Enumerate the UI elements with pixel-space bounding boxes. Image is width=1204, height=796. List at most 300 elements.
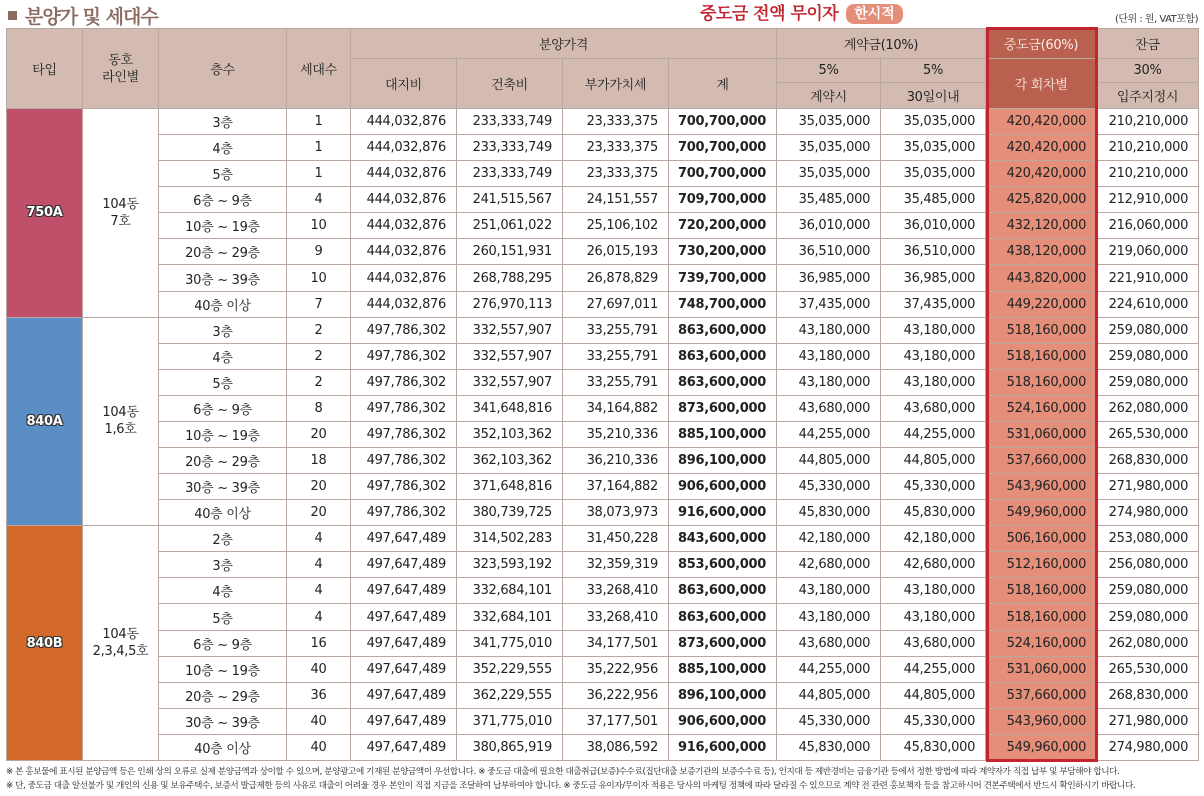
- vat-cell: 26,878,829: [563, 265, 669, 291]
- balance-cell: 224,610,000: [1097, 291, 1199, 317]
- deposit2-cell: 35,485,000: [881, 187, 986, 213]
- header-dong: 동호 라인별: [83, 29, 159, 109]
- total-cell: 700,700,000: [669, 161, 777, 187]
- balance-cell: 216,060,000: [1097, 213, 1199, 239]
- table-row: [7, 604, 1199, 630]
- middle-cell: 420,420,000: [986, 161, 1097, 187]
- total-cell: 906,600,000: [669, 474, 777, 500]
- deposit1-cell: 36,010,000: [777, 213, 881, 239]
- units-cell: 4: [287, 526, 351, 552]
- balance-cell: 259,080,000: [1097, 578, 1199, 604]
- units-cell: 9: [287, 239, 351, 265]
- deposit2-cell: 45,330,000: [881, 474, 986, 500]
- deposit1-cell: 44,255,000: [777, 421, 881, 447]
- table-row: [7, 239, 1199, 265]
- units-cell: 40: [287, 656, 351, 682]
- total-cell: 709,700,000: [669, 187, 777, 213]
- floor-cell: 20층 ~ 29층: [159, 682, 287, 708]
- balance-cell: 268,830,000: [1097, 448, 1199, 474]
- total-cell: 916,600,000: [669, 734, 777, 760]
- deposit2-cell: 43,680,000: [881, 395, 986, 421]
- deposit1-cell: 45,830,000: [777, 500, 881, 526]
- dong-cell: 104동 7호: [83, 109, 159, 318]
- header-vat: 부가가치세: [563, 59, 669, 109]
- total-cell: 885,100,000: [669, 656, 777, 682]
- land-cell: 497,647,489: [351, 682, 457, 708]
- vat-cell: 36,210,336: [563, 448, 669, 474]
- land-cell: 444,032,876: [351, 161, 457, 187]
- total-cell: 896,100,000: [669, 448, 777, 474]
- vat-cell: 25,106,102: [563, 213, 669, 239]
- header-balance: 잔금: [1097, 29, 1199, 59]
- deposit1-cell: 43,180,000: [777, 369, 881, 395]
- building-cell: 341,648,816: [457, 395, 563, 421]
- floor-cell: 4층: [159, 578, 287, 604]
- deposit2-cell: 43,180,000: [881, 317, 986, 343]
- middle-cell: 518,160,000: [986, 369, 1097, 395]
- vat-cell: 26,015,193: [563, 239, 669, 265]
- land-cell: 444,032,876: [351, 135, 457, 161]
- units-cell: 4: [287, 187, 351, 213]
- vat-cell: 23,333,375: [563, 109, 669, 135]
- total-cell: 916,600,000: [669, 500, 777, 526]
- middle-cell: 531,060,000: [986, 421, 1097, 447]
- deposit2-cell: 36,510,000: [881, 239, 986, 265]
- building-cell: 276,970,113: [457, 291, 563, 317]
- land-cell: 444,032,876: [351, 239, 457, 265]
- floor-cell: 4층: [159, 135, 287, 161]
- middle-cell: 524,160,000: [986, 630, 1097, 656]
- vat-cell: 35,210,336: [563, 421, 669, 447]
- header-building: 건축비: [457, 59, 563, 109]
- building-cell: 260,151,931: [457, 239, 563, 265]
- interest-free-promo: [700, 3, 903, 25]
- balance-cell: 210,210,000: [1097, 109, 1199, 135]
- table-row: [7, 656, 1199, 682]
- floor-cell: 10층 ~ 19층: [159, 213, 287, 239]
- building-cell: 241,515,567: [457, 187, 563, 213]
- balance-cell: 271,980,000: [1097, 708, 1199, 734]
- deposit1-cell: 42,680,000: [777, 552, 881, 578]
- total-cell: 863,600,000: [669, 604, 777, 630]
- land-cell: 497,647,489: [351, 708, 457, 734]
- balance-cell: 259,080,000: [1097, 604, 1199, 630]
- table-row: [7, 526, 1199, 552]
- floor-cell: 3층: [159, 552, 287, 578]
- table-row: [7, 630, 1199, 656]
- deposit2-cell: 42,180,000: [881, 526, 986, 552]
- balance-cell: 265,530,000: [1097, 656, 1199, 682]
- unit-note: (단위 : 원, VAT포함): [1114, 14, 1198, 25]
- deposit1-cell: 43,180,000: [777, 578, 881, 604]
- header-middle: 중도금(60%): [986, 29, 1097, 59]
- total-cell: 896,100,000: [669, 682, 777, 708]
- land-cell: 497,647,489: [351, 630, 457, 656]
- vat-cell: 33,268,410: [563, 578, 669, 604]
- deposit1-cell: 43,680,000: [777, 630, 881, 656]
- floor-cell: 30층 ~ 39층: [159, 265, 287, 291]
- vat-cell: 36,222,956: [563, 682, 669, 708]
- balance-cell: 210,210,000: [1097, 135, 1199, 161]
- middle-cell: 537,660,000: [986, 682, 1097, 708]
- vat-cell: 33,255,791: [563, 369, 669, 395]
- table-row: [7, 500, 1199, 526]
- floor-cell: 5층: [159, 369, 287, 395]
- building-cell: 251,061,022: [457, 213, 563, 239]
- units-cell: 2: [287, 343, 351, 369]
- header-units: 세대수: [287, 29, 351, 109]
- table-row: [7, 578, 1199, 604]
- total-cell: 843,600,000: [669, 526, 777, 552]
- middle-cell: 443,820,000: [986, 265, 1097, 291]
- footnotes: [6, 765, 1135, 793]
- total-cell: 748,700,000: [669, 291, 777, 317]
- middle-cell: 425,820,000: [986, 187, 1097, 213]
- building-cell: 323,593,192: [457, 552, 563, 578]
- units-cell: 40: [287, 708, 351, 734]
- deposit2-cell: 45,830,000: [881, 734, 986, 760]
- floor-cell: 30층 ~ 39층: [159, 708, 287, 734]
- balance-cell: 265,530,000: [1097, 421, 1199, 447]
- middle-cell: 518,160,000: [986, 317, 1097, 343]
- deposit2-cell: 36,010,000: [881, 213, 986, 239]
- building-cell: 233,333,749: [457, 109, 563, 135]
- table-row: [7, 474, 1199, 500]
- header-dep2-when: 30일이내: [881, 83, 986, 109]
- land-cell: 444,032,876: [351, 291, 457, 317]
- header-dep1-pct: 5%: [777, 59, 881, 83]
- section-title: [8, 2, 158, 29]
- table-row: [7, 421, 1199, 447]
- middle-cell: 518,160,000: [986, 604, 1097, 630]
- building-cell: 362,229,555: [457, 682, 563, 708]
- deposit1-cell: 45,330,000: [777, 474, 881, 500]
- table-row: [7, 734, 1199, 760]
- land-cell: 444,032,876: [351, 187, 457, 213]
- footnote: ※ 단, 중도금 대출 알선불가 및 개인의 신용 및 보유주택수, 보증서 발급제한 등의 사유로 대출이 어려울 경우 본인이 직접 지금을 조달하여 납부하여야 합니다. ※ 중도금 유이자/무이자 적용은 당사의 마케팅 정책에 따라 달라질 수 있으므로 계약 전 관련 홍보책자 등을 참고하시어 견본주택에서 반드시 확인하시기 바랍니다.: [6, 781, 1136, 791]
- vat-cell: 34,177,501: [563, 630, 669, 656]
- floor-cell: 2층: [159, 526, 287, 552]
- floor-cell: 10층 ~ 19층: [159, 421, 287, 447]
- table-row: [7, 291, 1199, 317]
- land-cell: 497,786,302: [351, 395, 457, 421]
- deposit1-cell: 44,255,000: [777, 656, 881, 682]
- table-row: [7, 708, 1199, 734]
- total-cell: 885,100,000: [669, 421, 777, 447]
- building-cell: 380,865,919: [457, 734, 563, 760]
- type-cell: 750A: [7, 109, 83, 318]
- land-cell: 497,786,302: [351, 343, 457, 369]
- balance-cell: 262,080,000: [1097, 395, 1199, 421]
- table-row: [7, 395, 1199, 421]
- floor-cell: 40층 이상: [159, 500, 287, 526]
- deposit1-cell: 35,035,000: [777, 161, 881, 187]
- units-cell: 4: [287, 578, 351, 604]
- floor-cell: 5층: [159, 161, 287, 187]
- units-cell: 10: [287, 265, 351, 291]
- table-row: [7, 369, 1199, 395]
- balance-cell: 259,080,000: [1097, 317, 1199, 343]
- section-title-text: 분양가 및 세대수: [25, 6, 158, 28]
- balance-cell: 212,910,000: [1097, 187, 1199, 213]
- balance-cell: 221,910,000: [1097, 265, 1199, 291]
- units-cell: 7: [287, 291, 351, 317]
- middle-cell: 531,060,000: [986, 656, 1097, 682]
- deposit1-cell: 44,805,000: [777, 682, 881, 708]
- total-cell: 863,600,000: [669, 369, 777, 395]
- balance-cell: 271,980,000: [1097, 474, 1199, 500]
- floor-cell: 20층 ~ 29층: [159, 239, 287, 265]
- land-cell: 444,032,876: [351, 265, 457, 291]
- total-cell: 873,600,000: [669, 630, 777, 656]
- units-cell: 40: [287, 734, 351, 760]
- balance-cell: 210,210,000: [1097, 161, 1199, 187]
- floor-cell: 40층 이상: [159, 734, 287, 760]
- balance-cell: 219,060,000: [1097, 239, 1199, 265]
- land-cell: 497,647,489: [351, 604, 457, 630]
- middle-cell: 420,420,000: [986, 135, 1097, 161]
- vat-cell: 27,697,011: [563, 291, 669, 317]
- vat-cell: 33,255,791: [563, 317, 669, 343]
- middle-cell: 432,120,000: [986, 213, 1097, 239]
- deposit1-cell: 35,035,000: [777, 109, 881, 135]
- header-dep2-pct: 5%: [881, 59, 986, 83]
- building-cell: 371,648,816: [457, 474, 563, 500]
- land-cell: 497,786,302: [351, 448, 457, 474]
- land-cell: 497,786,302: [351, 474, 457, 500]
- deposit2-cell: 43,180,000: [881, 604, 986, 630]
- units-cell: 4: [287, 604, 351, 630]
- vat-cell: 37,164,882: [563, 474, 669, 500]
- balance-cell: 259,080,000: [1097, 369, 1199, 395]
- deposit2-cell: 35,035,000: [881, 135, 986, 161]
- deposit1-cell: 35,035,000: [777, 135, 881, 161]
- table-row: [7, 265, 1199, 291]
- floor-cell: 3층: [159, 109, 287, 135]
- deposit1-cell: 44,805,000: [777, 448, 881, 474]
- deposit2-cell: 43,180,000: [881, 578, 986, 604]
- deposit2-cell: 44,255,000: [881, 656, 986, 682]
- total-cell: 906,600,000: [669, 708, 777, 734]
- land-cell: 444,032,876: [351, 109, 457, 135]
- deposit2-cell: 42,680,000: [881, 552, 986, 578]
- deposit2-cell: 35,035,000: [881, 109, 986, 135]
- deposit1-cell: 43,180,000: [777, 317, 881, 343]
- total-cell: 730,200,000: [669, 239, 777, 265]
- deposit2-cell: 43,680,000: [881, 630, 986, 656]
- total-cell: 873,600,000: [669, 395, 777, 421]
- land-cell: 497,786,302: [351, 369, 457, 395]
- vat-cell: 31,450,228: [563, 526, 669, 552]
- building-cell: 233,333,749: [457, 135, 563, 161]
- land-cell: 497,786,302: [351, 500, 457, 526]
- land-cell: 497,786,302: [351, 317, 457, 343]
- vat-cell: 38,073,973: [563, 500, 669, 526]
- header-deposit: 계약금(10%): [777, 29, 986, 59]
- table-row: [7, 317, 1199, 343]
- table-row: [7, 109, 1199, 135]
- land-cell: 497,647,489: [351, 526, 457, 552]
- vat-cell: 38,086,592: [563, 734, 669, 760]
- floor-cell: 20층 ~ 29층: [159, 448, 287, 474]
- header-total: 계: [669, 59, 777, 109]
- table-row: [7, 135, 1199, 161]
- land-cell: 497,647,489: [351, 656, 457, 682]
- vat-cell: 24,151,557: [563, 187, 669, 213]
- vat-cell: 23,333,375: [563, 135, 669, 161]
- middle-cell: 524,160,000: [986, 395, 1097, 421]
- total-cell: 700,700,000: [669, 109, 777, 135]
- balance-cell: 259,080,000: [1097, 343, 1199, 369]
- vat-cell: 33,268,410: [563, 604, 669, 630]
- middle-cell: 549,960,000: [986, 734, 1097, 760]
- deposit1-cell: 45,330,000: [777, 708, 881, 734]
- units-cell: 1: [287, 109, 351, 135]
- middle-cell: 512,160,000: [986, 552, 1097, 578]
- land-cell: 497,786,302: [351, 421, 457, 447]
- deposit1-cell: 43,680,000: [777, 395, 881, 421]
- land-cell: 497,647,489: [351, 552, 457, 578]
- deposit1-cell: 43,180,000: [777, 604, 881, 630]
- balance-cell: 253,080,000: [1097, 526, 1199, 552]
- total-cell: 863,600,000: [669, 317, 777, 343]
- deposit1-cell: 37,435,000: [777, 291, 881, 317]
- middle-cell: 518,160,000: [986, 343, 1097, 369]
- floor-cell: 3층: [159, 317, 287, 343]
- building-cell: 332,557,907: [457, 317, 563, 343]
- table-row: [7, 187, 1199, 213]
- middle-cell: 438,120,000: [986, 239, 1097, 265]
- building-cell: 352,229,555: [457, 656, 563, 682]
- total-cell: 853,600,000: [669, 552, 777, 578]
- vat-cell: 34,164,882: [563, 395, 669, 421]
- total-cell: 700,700,000: [669, 135, 777, 161]
- deposit2-cell: 45,330,000: [881, 708, 986, 734]
- vat-cell: 32,359,319: [563, 552, 669, 578]
- building-cell: 332,684,101: [457, 578, 563, 604]
- deposit1-cell: 36,985,000: [777, 265, 881, 291]
- balance-cell: 274,980,000: [1097, 734, 1199, 760]
- deposit2-cell: 37,435,000: [881, 291, 986, 317]
- balance-cell: 268,830,000: [1097, 682, 1199, 708]
- building-cell: 371,775,010: [457, 708, 563, 734]
- units-cell: 2: [287, 317, 351, 343]
- middle-cell: 543,960,000: [986, 474, 1097, 500]
- table-row: [7, 682, 1199, 708]
- interest-free-overlay: 중도금 전액 무이자: [700, 4, 839, 24]
- dong-cell: 104동 1,6호: [83, 317, 159, 526]
- total-cell: 720,200,000: [669, 213, 777, 239]
- header-dep1-when: 계약시: [777, 83, 881, 109]
- building-cell: 314,502,283: [457, 526, 563, 552]
- building-cell: 341,775,010: [457, 630, 563, 656]
- header-type: 타입: [7, 29, 83, 109]
- type-cell: 840B: [7, 526, 83, 761]
- vat-cell: 35,222,956: [563, 656, 669, 682]
- building-cell: 332,557,907: [457, 369, 563, 395]
- units-cell: 18: [287, 448, 351, 474]
- footnote: ※ 본 홍보물에 표시된 분양금액 등은 인쇄 상의 오류로 실제 분양금액과 상이할 수 있으며, 분양광고에 기재된 분양금액이 우선합니다. ※ 중도금 대출에 필요한 대출취급(보증)수수료(집단대출 보증기관의 보증수수료 등), 인지대 등 제반경비는 금융기관 등에서 정한 방법에 따라 계약자가 직접 납부 및 부담해야 합니다.: [6, 767, 1120, 777]
- deposit2-cell: 43,180,000: [881, 369, 986, 395]
- middle-cell: 449,220,000: [986, 291, 1097, 317]
- building-cell: 362,103,362: [457, 448, 563, 474]
- units-cell: 2: [287, 369, 351, 395]
- deposit2-cell: 44,805,000: [881, 448, 986, 474]
- middle-cell: 549,960,000: [986, 500, 1097, 526]
- land-cell: 497,647,489: [351, 578, 457, 604]
- balance-cell: 256,080,000: [1097, 552, 1199, 578]
- vat-cell: 37,177,501: [563, 708, 669, 734]
- building-cell: 233,333,749: [457, 161, 563, 187]
- floor-cell: 40층 이상: [159, 291, 287, 317]
- deposit2-cell: 35,035,000: [881, 161, 986, 187]
- floor-cell: 6층 ~ 9층: [159, 187, 287, 213]
- floor-cell: 6층 ~ 9층: [159, 395, 287, 421]
- floor-cell: 5층: [159, 604, 287, 630]
- table-row: [7, 448, 1199, 474]
- table-row: [7, 343, 1199, 369]
- deposit1-cell: 45,830,000: [777, 734, 881, 760]
- deposit1-cell: 36,510,000: [777, 239, 881, 265]
- deposit1-cell: 42,180,000: [777, 526, 881, 552]
- header-land: 대지비: [351, 59, 457, 109]
- floor-cell: 4층: [159, 343, 287, 369]
- middle-cell: 543,960,000: [986, 708, 1097, 734]
- deposit1-cell: 35,485,000: [777, 187, 881, 213]
- middle-cell: 506,160,000: [986, 526, 1097, 552]
- units-cell: 1: [287, 161, 351, 187]
- land-cell: 444,032,876: [351, 213, 457, 239]
- middle-cell: 420,420,000: [986, 109, 1097, 135]
- floor-cell: 10층 ~ 19층: [159, 656, 287, 682]
- units-cell: 36: [287, 682, 351, 708]
- units-cell: 4: [287, 552, 351, 578]
- vat-cell: 23,333,375: [563, 161, 669, 187]
- deposit2-cell: 36,985,000: [881, 265, 986, 291]
- header-floor: 층수: [159, 29, 287, 109]
- table-row: [7, 552, 1199, 578]
- type-cell: 840A: [7, 317, 83, 526]
- building-cell: 352,103,362: [457, 421, 563, 447]
- units-cell: 1: [287, 135, 351, 161]
- deposit1-cell: 43,180,000: [777, 343, 881, 369]
- building-cell: 332,684,101: [457, 604, 563, 630]
- balance-cell: 274,980,000: [1097, 500, 1199, 526]
- total-cell: 863,600,000: [669, 343, 777, 369]
- table-row: [7, 161, 1199, 187]
- middle-cell: 518,160,000: [986, 578, 1097, 604]
- land-cell: 497,647,489: [351, 734, 457, 760]
- limited-time-badge: 한시적: [846, 4, 903, 24]
- floor-cell: 30층 ~ 39층: [159, 474, 287, 500]
- price-table: [6, 28, 1199, 761]
- deposit2-cell: 45,830,000: [881, 500, 986, 526]
- units-cell: 16: [287, 630, 351, 656]
- header-price: 분양가격: [351, 29, 777, 59]
- building-cell: 380,739,725: [457, 500, 563, 526]
- units-cell: 20: [287, 500, 351, 526]
- deposit2-cell: 44,255,000: [881, 421, 986, 447]
- building-cell: 268,788,295: [457, 265, 563, 291]
- units-cell: 20: [287, 474, 351, 500]
- middle-cell: 537,660,000: [986, 448, 1097, 474]
- floor-cell: 6층 ~ 9층: [159, 630, 287, 656]
- total-cell: 739,700,000: [669, 265, 777, 291]
- vat-cell: 33,255,791: [563, 343, 669, 369]
- units-cell: 8: [287, 395, 351, 421]
- header-balance-pct: 30%: [1097, 59, 1199, 83]
- header-balance-when: 입주지정시: [1097, 83, 1199, 109]
